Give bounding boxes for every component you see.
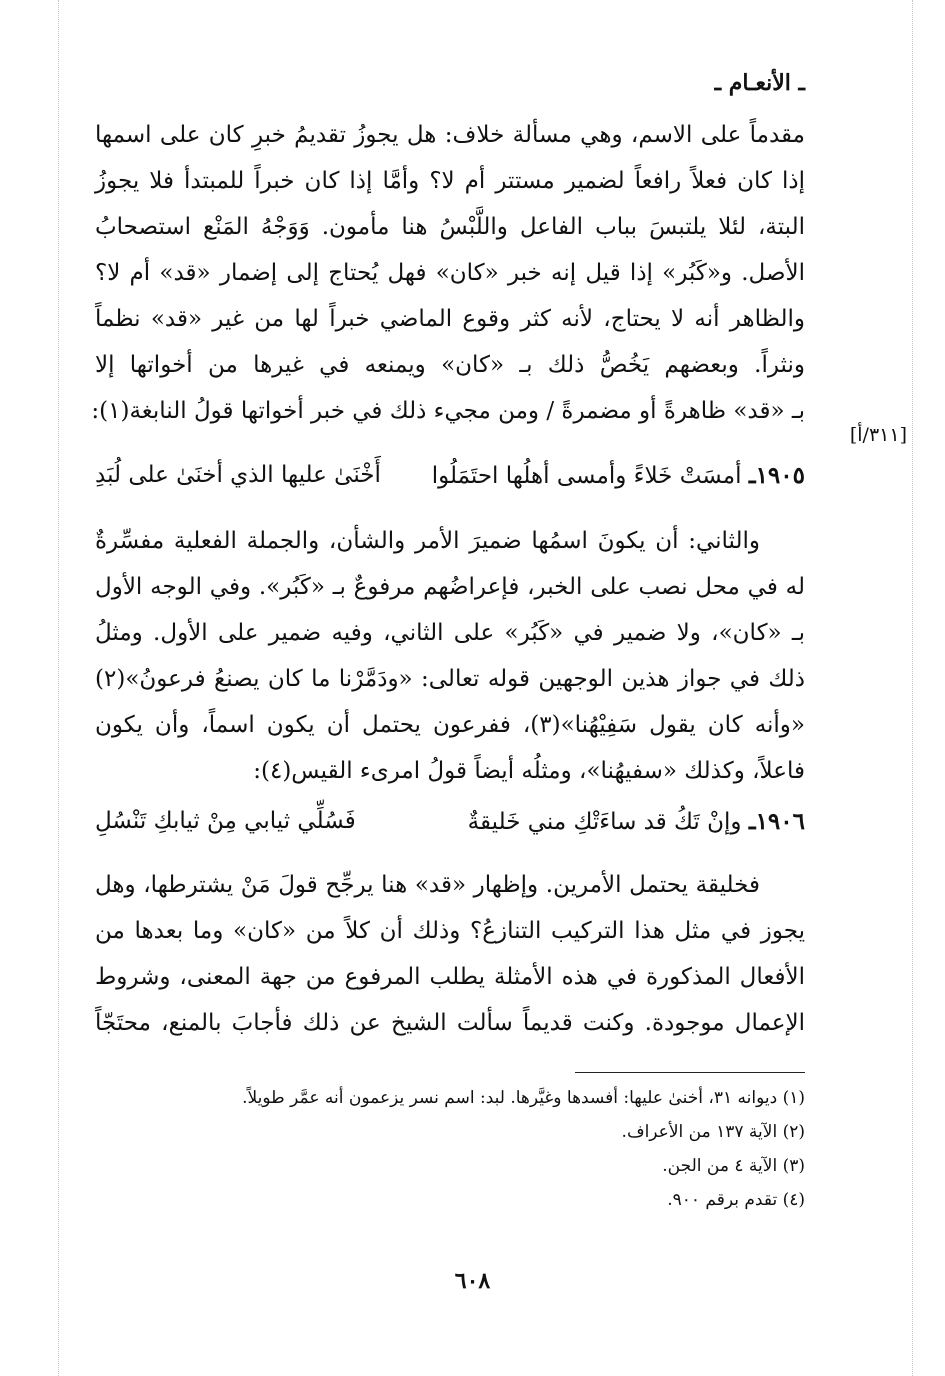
body-line: الإعمال موجودة. وكنت قديماً سألت الشيخ عن ذلك فأجابَ بالمنع، محتَجّاً [95,1010,805,1036]
footnote: (١) ديوانه ٣١، أخنىٰ عليها: أفسدها وغيَّرها. لبد: اسم نسر يزعمون أنه عمَّر طويلاً. [242,1088,805,1108]
verse-number: ١٩٠٥ـ [748,462,805,489]
body-line: يجوز في مثل هذا التركيب التنازعُ؟ وذلك أن كلاً من «كان» وما بعدها من [95,918,805,944]
body-line: إذا كان فعلاً رافعاً لضمير مستتر أم لا؟ وأمَّا إذا كان خبراً للمبتدأ فلا يجوزُ [95,168,805,194]
body-line: «وأنه كان يقول سَفِيْهُنا»(٣)، ففرعون يحتمل أن يكون اسماً، وأن يكون [95,712,805,738]
body-line: له في محل نصب على الخبر، فإعراضُهم مرفوعٌ بـ «كَبُر». وفي الوجه الأول [95,574,805,600]
body-line: فخليقة يحتمل الأمرين. وإظهار «قد» هنا يرجِّح قولَ مَنْ يشترطها، وهل [95,872,760,898]
footnote-separator [575,1072,805,1073]
body-line: بـ «قد» ظاهرةً أو مضمرةً / ومن مجيء ذلك في خبر أخواتها قولُ النابغة(١): [91,398,805,424]
body-line: بـ «كان»، ولا ضمير في «كَبُر» على الثاني، وفيه ضمير على الأول. ومثلُ [95,620,805,646]
body-line: الأفعال المذكورة في هذه الأمثلة يطلب المرفوع من جهة المعنى، وشروط [95,964,805,990]
body-line: البتة، لئلا يلتبسَ بباب الفاعل واللَّبْسُ هنا مأمون. وَوَجْهُ المَنْع استصحابُ [95,214,805,240]
page-number: ٦٠٨ [454,1268,491,1294]
verse-1905 [95,462,805,489]
footnote: (٢) الآية ١٣٧ من الأعراف. [621,1122,805,1142]
verse-hemistich-second: فَسُلِّي ثيابي مِنْ ثيابكِ تَنْسُلِ [95,808,356,834]
manuscript-folio-ref: [٣١١/أ] [849,424,907,446]
page-edge-left [58,0,59,1376]
running-header: ـ الأنعـام ـ [714,70,805,96]
body-line: فاعلاً، وكذلك «سفيهُنا»، ومثلُه أيضاً قولُ امرىء القيس(٤): [253,758,805,784]
body-line: الأصل. و«كَبُر» إذا قيل إنه خبر «كان» فهل يُحتاج إلى إضمار «قد» أم لا؟ [95,260,805,286]
verse-hemistich-second: أَخْنَىٰ عليها الذي أخنَىٰ على لُبَدِ [95,462,381,488]
verse-hemistich-first: أمسَتْ خَلاءً وأمسى أهلُها احتَمَلُوا [431,463,742,489]
body-line: مقدماً على الاسم، وهي مسألة خلاف: هل يجوزُ تقديمُ خبرِ كان على اسمها [95,122,805,148]
footnote: (٣) الآية ٤ من الجن. [662,1156,805,1176]
verse-hemistich-first: وإنْ تَكُ قد ساءَتْكِ مني خَليقةٌ [467,809,742,835]
body-line: والظاهر أنه لا يحتاج، لأنه كثر وقوع الماضي خبراً لها من غير «قد» نظماً [95,306,805,332]
verse-number: ١٩٠٦ـ [748,808,805,835]
page-edge-right [912,0,913,1376]
body-line: ونثراً. وبعضهم يَخُصُّ ذلك بـ «كان» ويمنعه في غيرها من أخواتها إلا [95,352,805,378]
body-line: ذلك في جواز هذين الوجهين قوله تعالى: «ودَمَّرْنا ما كان يصنعُ فرعونُ»(٢) [95,666,805,692]
body-line: والثاني: أن يكونَ اسمُها ضميرَ الأمر والشأن، والجملة الفعلية مفسِّرةٌ [95,528,760,554]
verse-1906 [95,808,805,835]
footnote: (٤) تقدم برقم ٩٠٠. [667,1190,805,1210]
